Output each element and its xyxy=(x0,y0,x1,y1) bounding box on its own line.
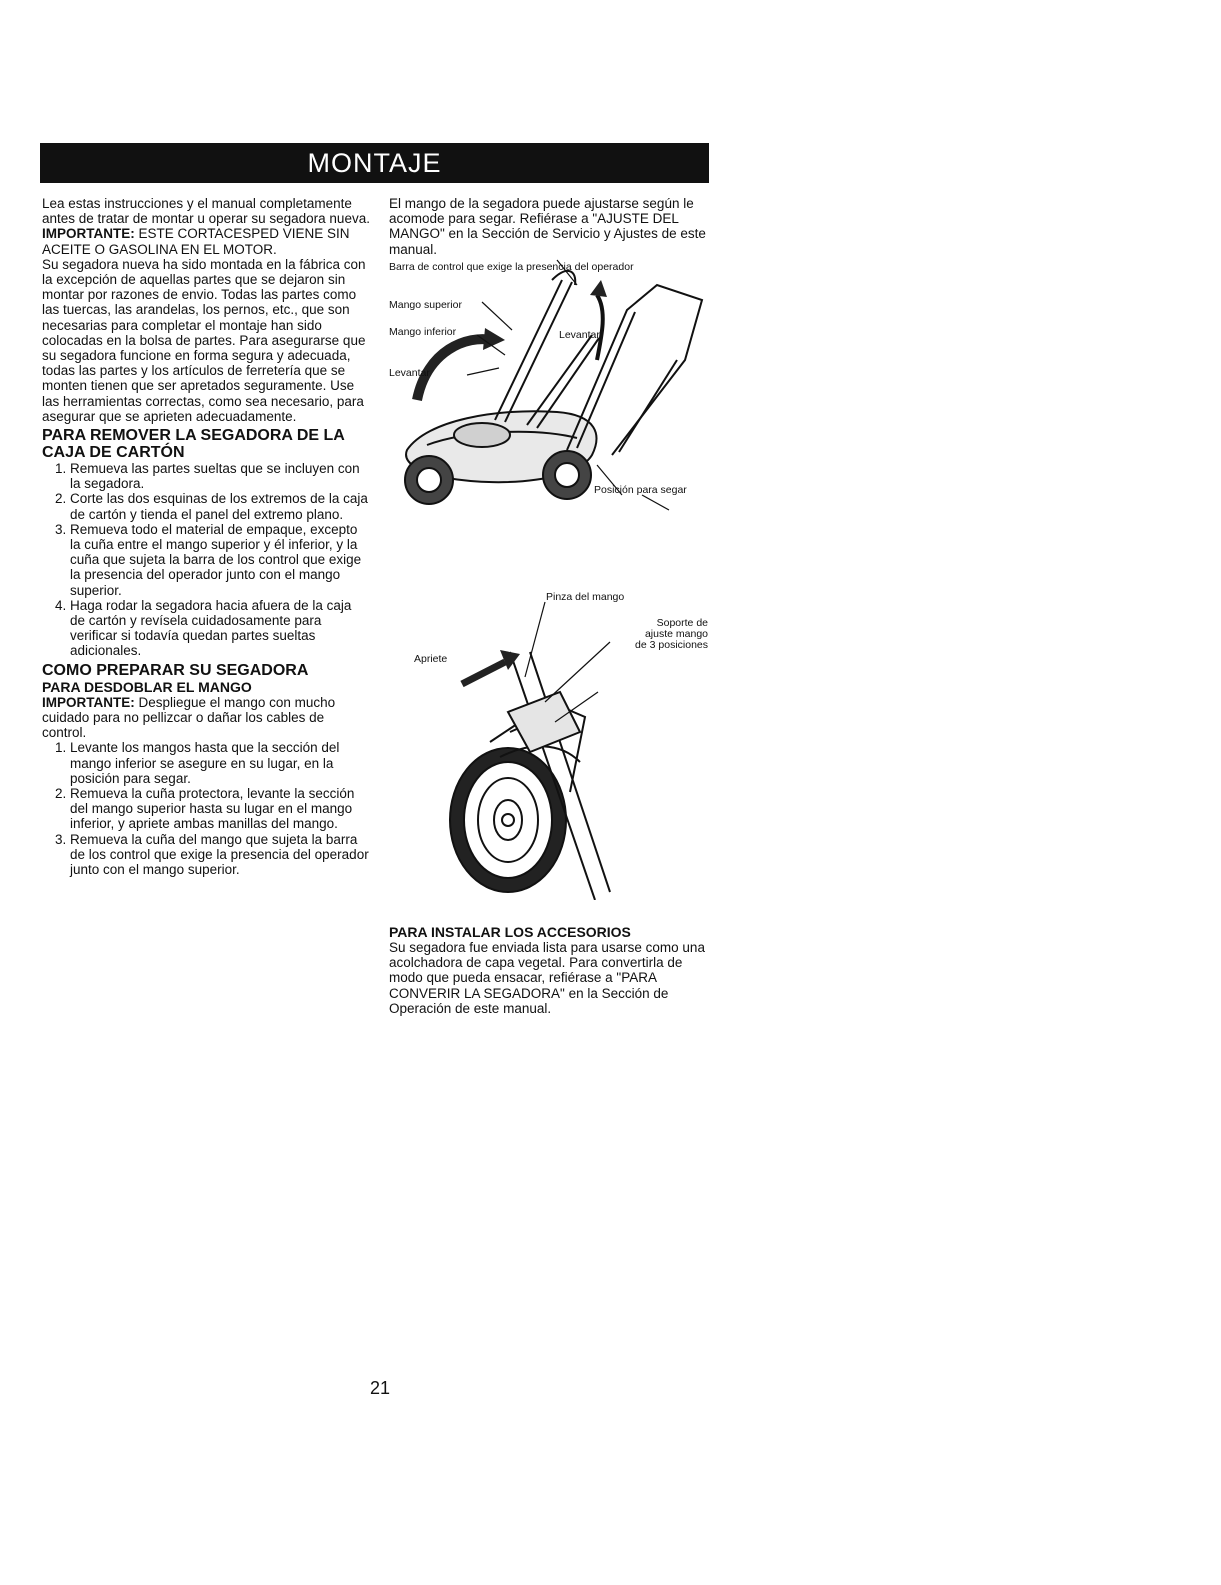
list-item: 1. Remueva las partes sueltas que se incluyen con la segadora. xyxy=(70,461,370,491)
label-tighten: Apriete xyxy=(414,653,448,665)
important-notice xyxy=(42,226,370,256)
label-lift-left: Levantar xyxy=(389,367,430,379)
page-number: 21 xyxy=(369,1378,391,1398)
list-item: 2. Remueva la cuña protectora, levante la sección del mango superior hasta su lugar en el mango inferior, y apriete ambas manillas del mango. xyxy=(70,786,370,832)
label-handle-clamp: Pinza del mango xyxy=(546,591,625,603)
accessories-heading: PARA INSTALAR LOS ACCESORIOS xyxy=(389,924,631,940)
label-support-3: de 3 posiciones xyxy=(635,639,708,651)
important-label: IMPORTANTE: xyxy=(42,226,135,242)
unfold-steps xyxy=(42,740,370,877)
section-banner: MONTAJE xyxy=(40,143,709,183)
list-item: 3. Remueva todo el material de empaque, excepto la cuña entre el mango superior y él inferior, y la cuña que sujeta la barra de los control que exige la presencia del operador junto con el mango superior. xyxy=(70,522,370,598)
prepare-heading: COMO PREPARAR SU SEGADORA xyxy=(42,661,309,679)
important-text: ESTE CORTACESPED VIENE SIN ACEITE O GASOLINA EN EL MOTOR. xyxy=(42,226,350,257)
label-mowing-position: Posición para segar xyxy=(594,484,687,496)
label-upper-handle: Mango superior xyxy=(389,299,462,311)
label-lift-right: Levantar xyxy=(559,329,600,341)
unfold-heading: PARA DESDOBLAR EL MANGO xyxy=(42,678,252,695)
important-text: Despliegue el mango con mucho cuidado para no pellizcar o dañar los cables de control. xyxy=(42,694,336,741)
label-control-bar: Barra de control que exige la presencia del operador xyxy=(389,261,634,273)
intro-paragraph: Lea estas instrucciones y el manual completamente antes de tratar de montar u operar su segadora nueva. xyxy=(42,196,370,227)
left-column xyxy=(42,196,370,877)
remove-heading: PARA REMOVER LA SEGADORA DE LA CAJA DE CARTÓN xyxy=(42,427,345,462)
accessories-section xyxy=(389,924,713,1016)
list-item: 3. Remueva la cuña del mango que sujeta la barra de los control que exige la presencia del operador junto con el mango superior. xyxy=(70,832,370,878)
handle-adjust-paragraph: El mango de la segadora puede ajustarse según le acomode para segar. Refiérase a "AJUSTE DEL MANGO" en la Sección de Servicio y Ajustes de este manual. xyxy=(389,196,706,257)
label-support-2: ajuste mango xyxy=(644,628,708,640)
label-lower-handle: Mango inferior xyxy=(389,326,457,338)
handle-adjust-figure xyxy=(410,592,710,900)
important-label: IMPORTANTE: xyxy=(42,694,135,710)
label-support-1: Soporte de xyxy=(656,617,708,629)
accessories-paragraph: Su segadora fue enviada lista para usarse como una acolchadora de capa vegetal. Para convertirla de modo que pueda ensacar, refiérase a "PARA CONVERIR LA SEGADORA" en la Sección de Operación de este manual. xyxy=(389,940,705,1016)
list-item: 1. Levante los mangos hasta que la sección del mango inferior se asegure en su lugar, en la posición para segar. xyxy=(70,740,370,786)
list-item: 4. Haga rodar la segadora hacia afuera de la caja de cartón y revísela cuidadosamente para verificar si todavía quedan partes sueltas adicionales. xyxy=(70,598,370,659)
remove-steps xyxy=(42,461,370,659)
list-item: 2. Corte las dos esquinas de los extremos de la caja de cartón y tienda el panel del extremo plano. xyxy=(70,491,370,521)
assembly-paragraph: Su segadora nueva ha sido montada en la fábrica con la excepción de aquellas partes que se dejaron sin montar por razones de envio. Todas las partes como las tuercas, las arandelas, los pernos, etc., que son necesarias para completar el montaje han sido colocadas en la bolsa de partes. Para asegurarse que su segadora funcione en forma segura y adecuada, todas las partes y los artículos de ferretería que se monten tienen que ser apretados seguramente. Use las herramientas correctas, como sea necesario, para asegurar que se aprieten adecuadamente. xyxy=(42,256,366,424)
mower-handle-figure xyxy=(387,240,717,540)
unfold-important xyxy=(42,695,370,741)
